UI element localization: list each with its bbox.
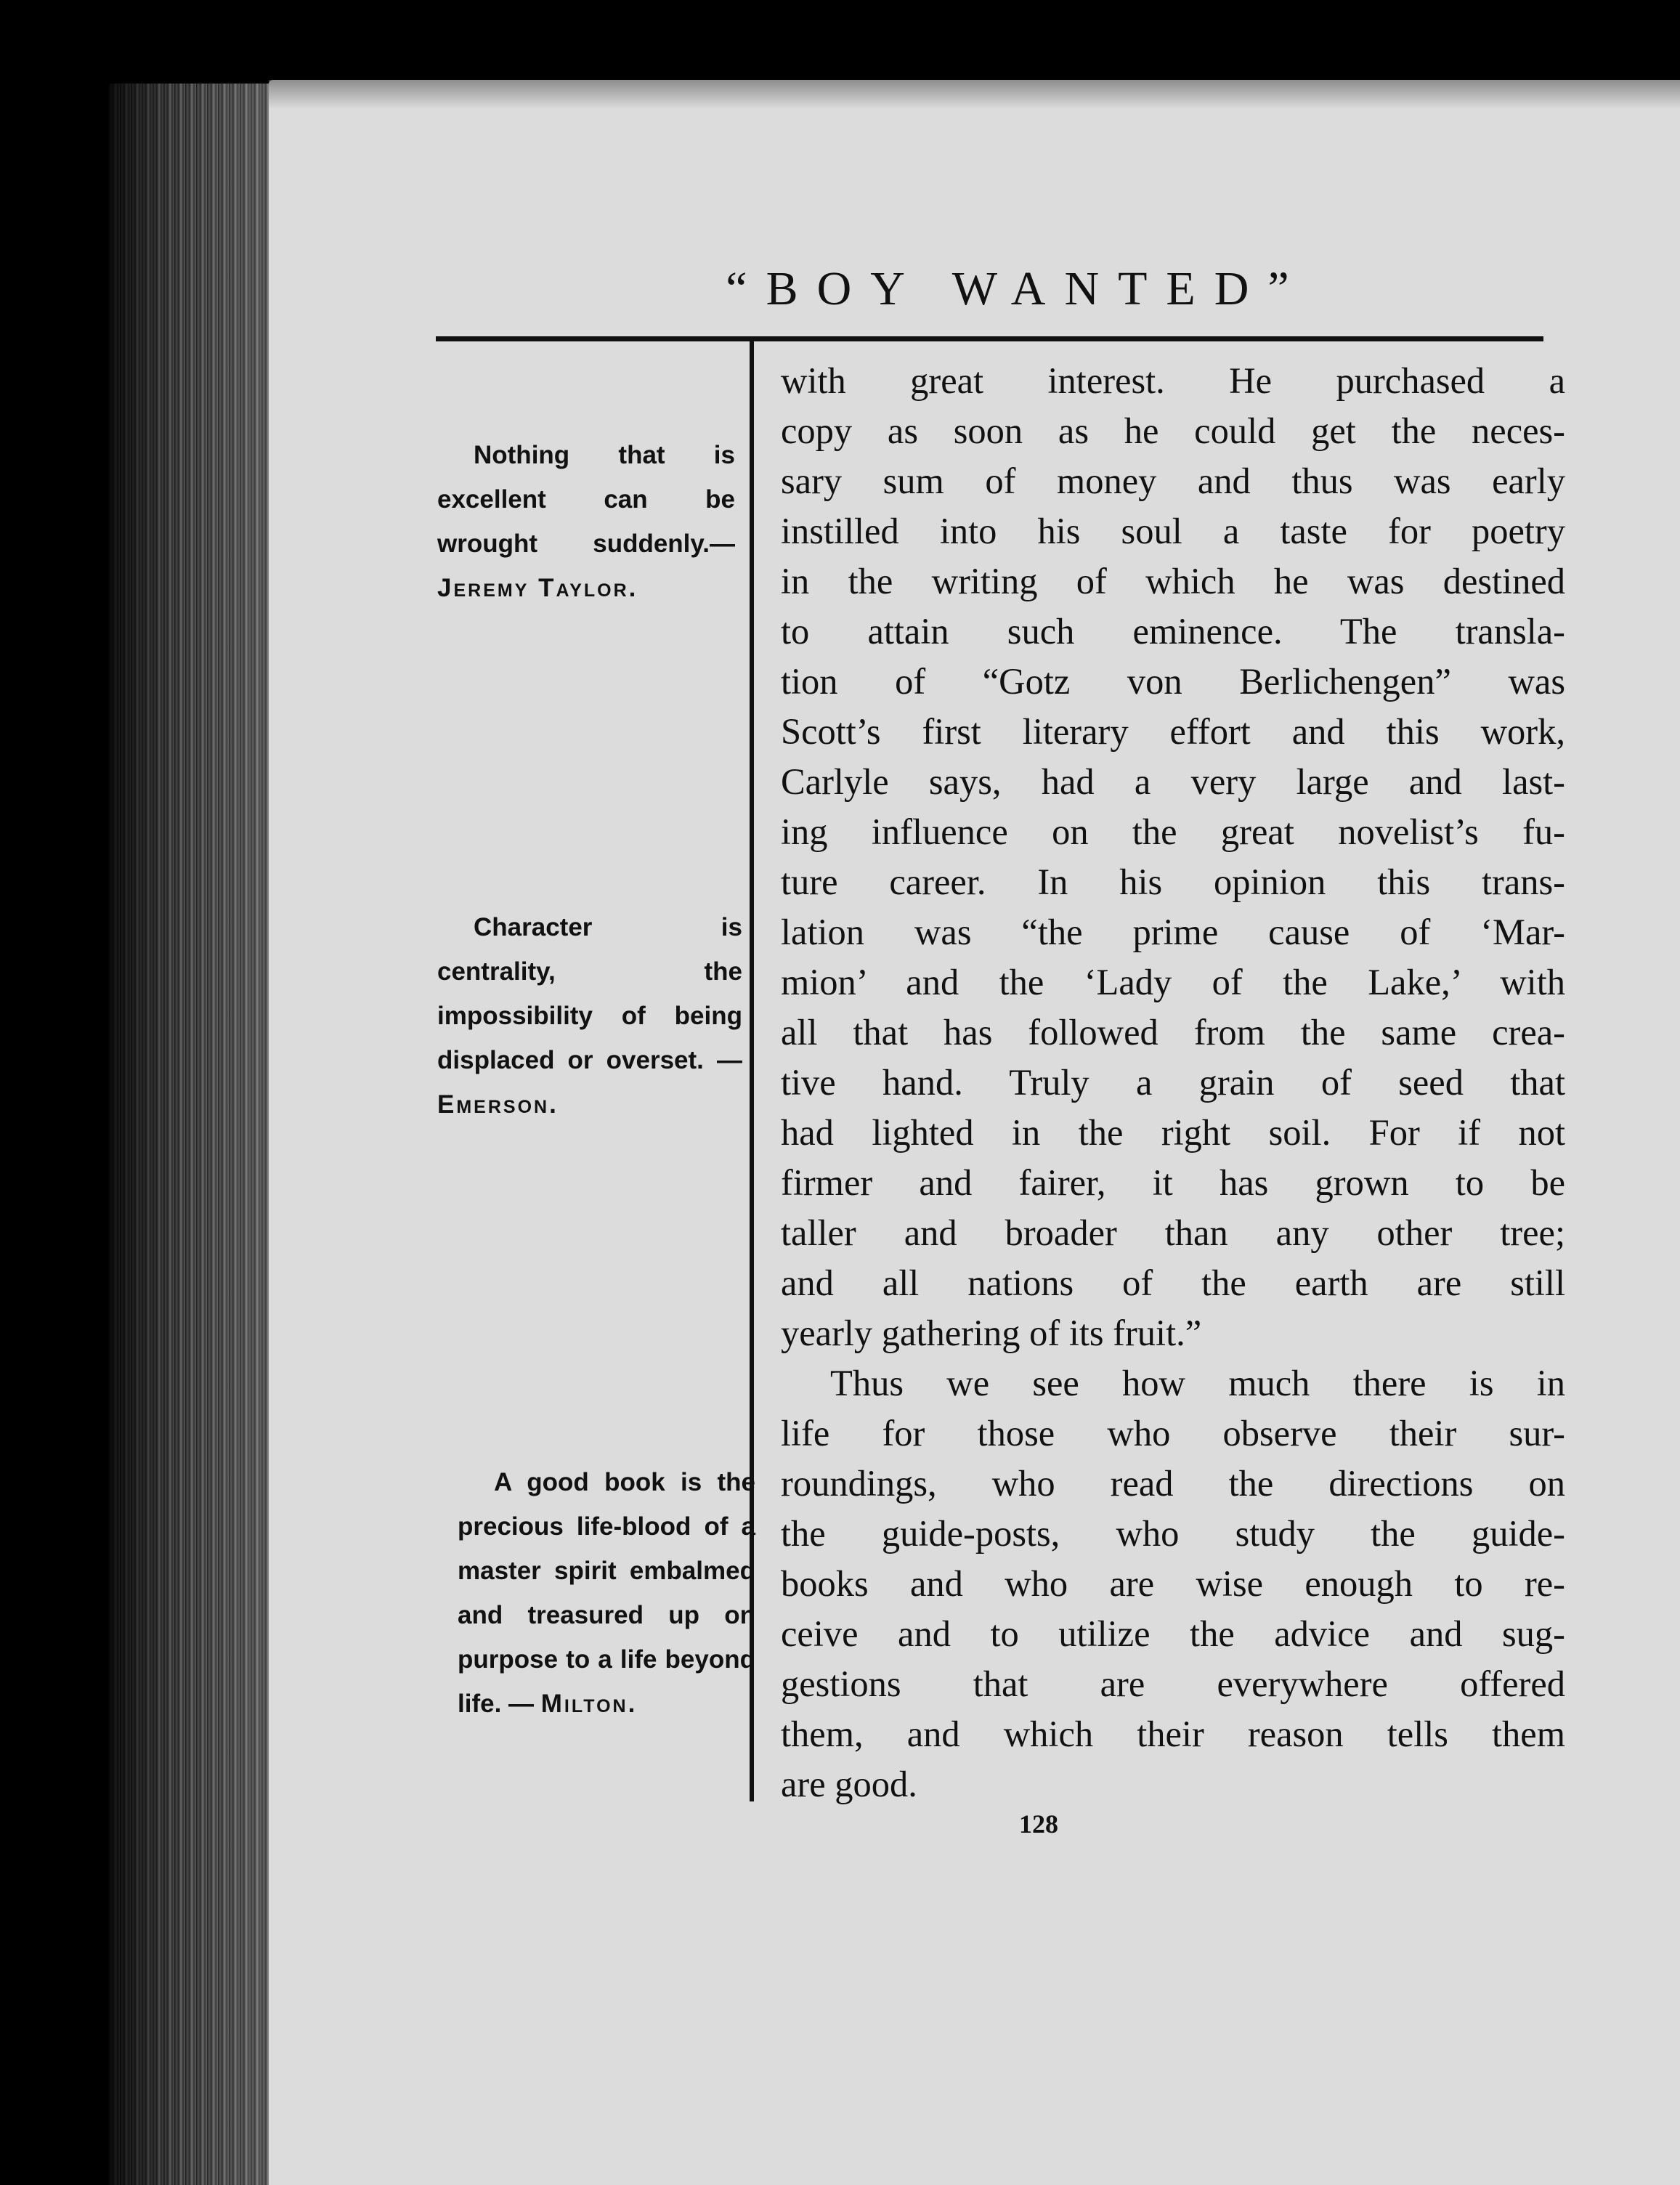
body-line: with great interest. He purchased a — [781, 360, 1565, 401]
body-line: sary sum of money and thus was early — [781, 461, 1565, 501]
body-line: ture career. In his opinion this trans- — [781, 862, 1565, 902]
body-line: Carlyle says, had a very large and last- — [781, 761, 1565, 802]
body-line: Thus we see how much there is in — [830, 1363, 1565, 1403]
body-line: yearly gathering of its fruit.” — [781, 1313, 1202, 1353]
body-line: to attain such eminence. The transla- — [781, 611, 1565, 652]
body-line: firmer and fairer, it has grown to be — [781, 1162, 1565, 1203]
body-line: life for those who observe their sur- — [781, 1413, 1565, 1454]
body-line: ceive and to utilize the advice and sug- — [781, 1613, 1565, 1654]
sidenote-quote — [458, 1460, 755, 1726]
body-line: tion of “Gotz von Berlichengen” was — [781, 661, 1565, 702]
body-line: gestions that are everywhere offered — [781, 1663, 1565, 1704]
body-line: the guide-posts, who study the guide- — [781, 1513, 1565, 1554]
body-line: books and who are wise enough to re- — [781, 1563, 1565, 1604]
sidenote-text: A good book is the precious life-blood of a master spirit embalmed and treasured up on purpose to a life beyond life. — — [458, 1468, 755, 1718]
body-text — [781, 356, 1565, 1809]
page-top-shadow — [269, 80, 1680, 109]
body-line: instilled into his soul a taste for poetry — [781, 511, 1565, 551]
body-line: had lighted in the right soil. For if not — [781, 1112, 1565, 1153]
running-head: “BOY WANTED” — [726, 262, 1308, 315]
body-line: all that has followed from the same crea- — [781, 1012, 1565, 1053]
body-line: roundings, who read the directions on — [781, 1463, 1565, 1504]
sidenote-text: Nothing that is excellent can be wrought suddenly.— — [437, 441, 735, 558]
header-rule — [436, 336, 1543, 341]
page-number: 128 — [1019, 1809, 1058, 1839]
sidenote-author: Jeremy Taylor. — [437, 574, 638, 602]
sidenote-quote — [437, 905, 742, 1127]
sidenote-author: Emerson. — [437, 1090, 559, 1119]
book-edge-shadow — [109, 84, 276, 2185]
body-line: are good. — [781, 1764, 917, 1804]
body-line: ing influence on the great novelist’s fu- — [781, 811, 1565, 852]
body-line: copy as soon as he could get the neces- — [781, 410, 1565, 451]
body-line: them, and which their reason tells them — [781, 1714, 1565, 1754]
body-line: tive hand. Truly a grain of seed that — [781, 1062, 1565, 1103]
body-line: Scott’s first literary effort and this work, — [781, 711, 1565, 752]
sidenote-text: Character is centrality, the impossibility of being displaced or overset. — — [437, 913, 742, 1074]
sidenote-author: Milton. — [540, 1690, 638, 1718]
body-line: and all nations of the earth are still — [781, 1262, 1565, 1303]
body-line: taller and broader than any other tree; — [781, 1212, 1565, 1253]
body-line: mion’ and the ‘Lady of the Lake,’ with — [781, 962, 1565, 1002]
body-line: lation was “the prime cause of ‘Mar- — [781, 912, 1565, 952]
sidenote-quote — [437, 433, 735, 610]
body-line: in the writing of which he was destined — [781, 561, 1565, 601]
